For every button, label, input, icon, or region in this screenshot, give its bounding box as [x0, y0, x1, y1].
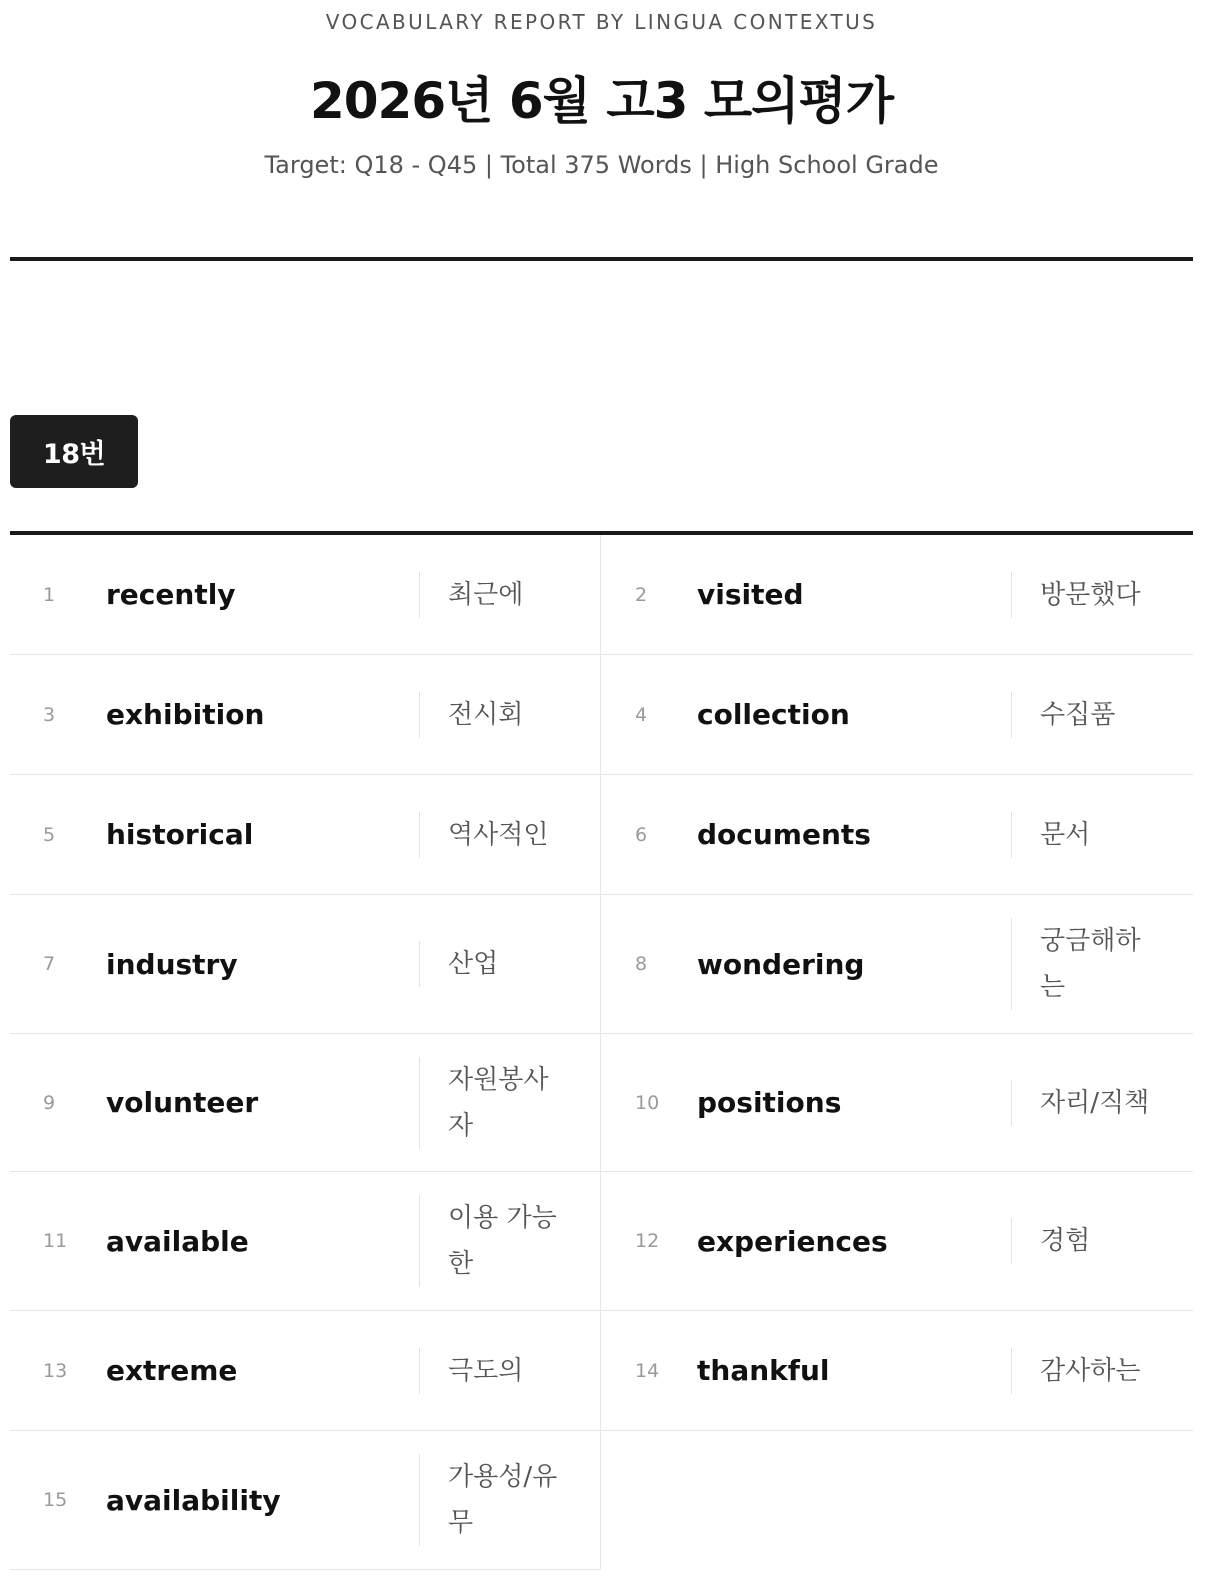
word-number: 8 — [635, 953, 648, 975]
word-item — [10, 1311, 601, 1431]
word-number: 7 — [43, 953, 56, 975]
report-subtitle: Target: Q18 - Q45 | Total 375 Words | High School Grade — [264, 151, 939, 179]
word-number: 10 — [635, 1091, 660, 1114]
word-meaning: 최근에 — [448, 579, 524, 610]
vocabulary-report — [10, 0, 1193, 1538]
word-number: 5 — [43, 823, 56, 846]
word-meaning: 산업 — [448, 949, 499, 979]
word-number: 1 — [43, 583, 56, 606]
word-item — [601, 1172, 1193, 1311]
word-item — [601, 895, 1193, 1034]
word-number: 2 — [635, 583, 648, 606]
word-number: 12 — [635, 1230, 660, 1252]
empty-cell — [601, 1431, 1193, 1570]
word-term: volunteer — [106, 1086, 259, 1119]
word-item — [10, 1431, 601, 1570]
word-term: recently — [106, 578, 236, 611]
word-item — [10, 1034, 601, 1172]
word-term: experiences — [697, 1224, 888, 1258]
word-meaning: 자리/직책 — [1040, 1087, 1150, 1118]
report-eyebrow: VOCABULARY REPORT BY LINGUA CONTEXTUS — [325, 10, 878, 34]
word-meaning: 이용 가능한 — [448, 1203, 557, 1279]
word-meaning: 방문했다 — [1040, 579, 1141, 610]
word-item — [10, 1172, 601, 1311]
word-meaning: 가용성/유무 — [448, 1462, 558, 1538]
word-item — [10, 655, 601, 775]
word-meaning: 궁금해하는 — [1040, 926, 1141, 1002]
word-item — [10, 775, 601, 895]
word-meaning: 역사적인 — [448, 819, 549, 850]
word-term: documents — [697, 818, 871, 851]
word-item — [601, 535, 1193, 655]
word-meaning: 문서 — [1040, 819, 1091, 850]
word-term: thankful — [697, 1354, 830, 1387]
word-item — [601, 1311, 1193, 1431]
word-number: 6 — [635, 823, 648, 846]
word-number: 14 — [635, 1359, 660, 1382]
word-item — [601, 775, 1193, 895]
word-meaning: 감사하는 — [1040, 1355, 1141, 1386]
word-term: historical — [106, 818, 254, 851]
word-meaning: 극도의 — [448, 1355, 524, 1386]
word-item — [10, 895, 601, 1034]
word-grid — [10, 535, 1193, 1570]
page-title: 2026년 6월 고3 모의평가 — [309, 72, 894, 130]
word-term: wondering — [697, 947, 865, 981]
word-meaning: 자원봉사자 — [448, 1064, 549, 1141]
word-term: extreme — [106, 1354, 238, 1387]
word-number: 13 — [43, 1359, 68, 1382]
word-number: 11 — [43, 1230, 68, 1252]
word-term: collection — [697, 698, 850, 731]
word-number: 15 — [43, 1489, 68, 1511]
word-term: availability — [106, 1483, 281, 1517]
report-header — [10, 8, 1193, 182]
word-term: available — [106, 1224, 249, 1258]
section-badge: 18번 — [10, 415, 138, 488]
word-meaning: 전시회 — [448, 699, 524, 730]
header-divider — [10, 257, 1193, 261]
word-term: exhibition — [106, 698, 265, 731]
word-number: 4 — [635, 703, 648, 726]
word-term: industry — [106, 947, 238, 981]
word-number: 9 — [43, 1091, 56, 1114]
word-item — [10, 535, 601, 655]
word-item — [601, 655, 1193, 775]
word-number: 3 — [43, 703, 56, 726]
word-term: visited — [697, 578, 804, 611]
word-meaning: 경험 — [1040, 1226, 1091, 1256]
word-term: positions — [697, 1086, 842, 1119]
word-meaning: 수집품 — [1040, 699, 1116, 730]
word-item — [601, 1034, 1193, 1172]
